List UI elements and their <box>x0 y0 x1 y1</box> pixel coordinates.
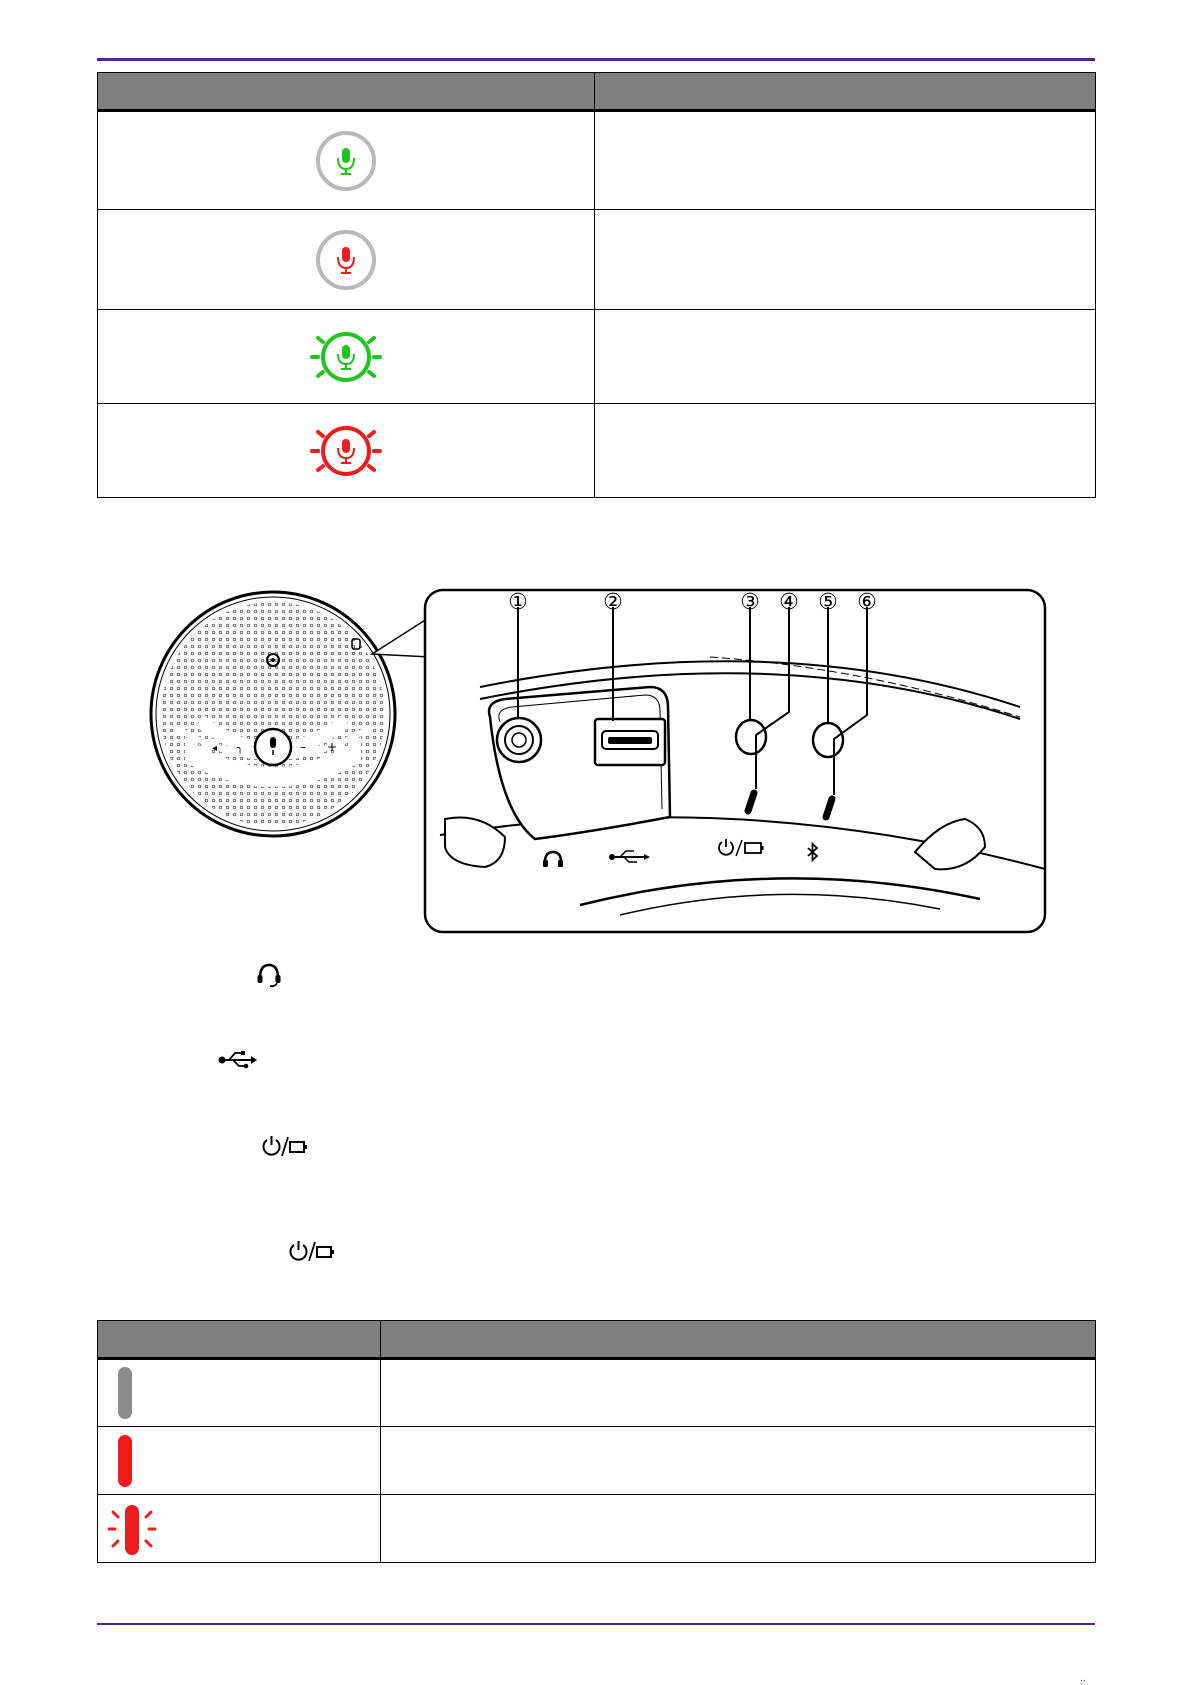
usb-icon <box>218 1050 258 1070</box>
description-cell <box>381 1427 1096 1495</box>
description-cell <box>381 1495 1096 1563</box>
led-cell <box>98 1495 381 1563</box>
svg-text:╮: ╮ <box>237 743 244 754</box>
column-header-description <box>595 73 1096 111</box>
table-row <box>98 1359 1096 1427</box>
description-cell <box>381 1359 1096 1427</box>
svg-text:–: – <box>300 740 306 754</box>
description-cell <box>595 404 1096 498</box>
led-cell <box>98 111 595 210</box>
device-port-figure <box>140 587 1050 937</box>
led-gray-steady-icon <box>106 1363 146 1423</box>
headset-icon <box>256 962 282 988</box>
speakerphone-top-view <box>151 592 395 836</box>
callout-4: ④ <box>779 590 799 615</box>
mic-red-flashing-icon <box>298 416 394 486</box>
led-cell <box>98 1359 381 1427</box>
led-cell <box>98 404 595 498</box>
svg-text:◂: ◂ <box>212 743 218 754</box>
svg-text:+: + <box>327 740 338 754</box>
table-row <box>98 310 1096 404</box>
mic-green-steady-icon <box>314 129 378 193</box>
power-battery-icon <box>289 1240 335 1264</box>
table-header-row <box>98 1321 1096 1359</box>
led-cell <box>98 310 595 404</box>
led-red-steady-icon <box>106 1431 146 1491</box>
description-cell <box>595 111 1096 210</box>
page-corner-mark: ‥ <box>1080 1674 1087 1684</box>
table-header-row <box>98 73 1096 111</box>
led-red-flashing-icon <box>106 1499 158 1559</box>
mic-red-steady-icon <box>314 228 378 292</box>
column-header-description <box>381 1321 1096 1359</box>
power-led-table <box>97 1320 1096 1563</box>
description-cell <box>595 310 1096 404</box>
port-zoom-view <box>425 590 1045 932</box>
callout-3: ③ <box>740 590 760 615</box>
description-cell <box>595 210 1096 310</box>
table-row <box>98 210 1096 310</box>
led-cell <box>98 1427 381 1495</box>
footer-rule <box>97 1623 1095 1625</box>
column-header-led <box>98 73 595 111</box>
callout-5: ⑤ <box>818 590 838 615</box>
led-cell <box>98 210 595 310</box>
column-header-led <box>98 1321 381 1359</box>
table-row <box>98 1427 1096 1495</box>
callout-2: ② <box>603 590 623 615</box>
table-row <box>98 1495 1096 1563</box>
callout-pointer <box>372 617 430 657</box>
table-row <box>98 111 1096 210</box>
mute-led-table <box>97 72 1096 498</box>
header-rule <box>97 58 1095 61</box>
mic-green-flashing-icon <box>298 322 394 392</box>
table-row <box>98 404 1096 498</box>
callout-1: ① <box>508 590 528 615</box>
callout-6: ⑥ <box>857 590 877 615</box>
power-battery-icon <box>262 1135 308 1159</box>
